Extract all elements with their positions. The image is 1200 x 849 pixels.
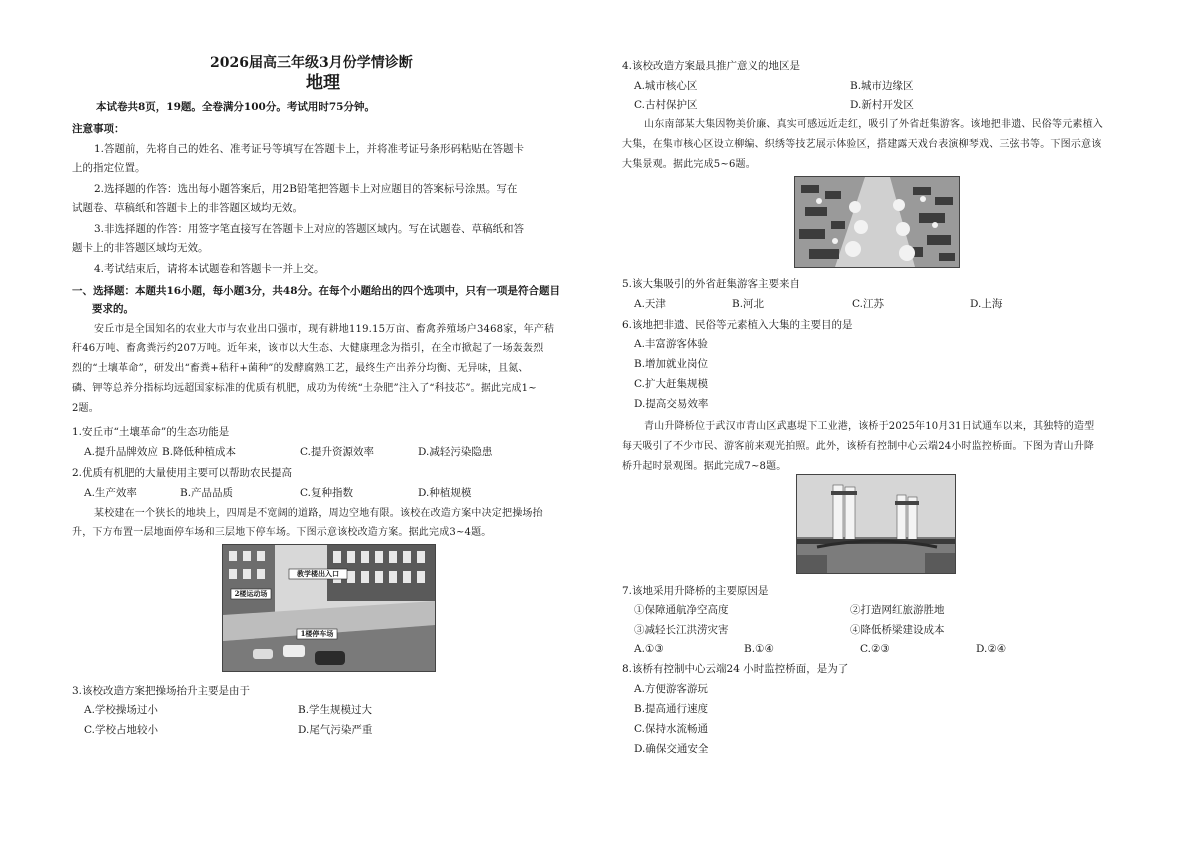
- q4-option-b: B.城市边缘区: [850, 80, 914, 92]
- note-4: 4.考试结束后，请将本试题卷和答题卡一并上交。: [94, 263, 325, 275]
- q7-item-3: ③减轻长江洪涝灾害: [634, 624, 729, 636]
- q8-option-d: D.确保交通安全: [634, 743, 709, 755]
- passage4-line2: 每天吸引了不少市民、游客前来观光拍照。此外，该桥有控制中心云端24小时监控桥面。下图为青山升降: [622, 441, 1095, 452]
- section1-line2: 要求的。: [92, 303, 134, 315]
- q6-option-d: D.提高交易效率: [634, 398, 709, 410]
- school-illustration: [223, 545, 435, 671]
- note-2b: 试题卷、草稿纸和答题卡上的非答题区域均无效。: [72, 202, 303, 214]
- q7-item-4: ④降低桥梁建设成本: [850, 624, 945, 636]
- lift-bridge-scene: [797, 475, 955, 573]
- q6-option-c: C.扩大赶集规模: [634, 378, 708, 390]
- q2-option-d: D.种植规模: [418, 487, 472, 499]
- q3-option-b: B.学生规模过大: [298, 704, 373, 716]
- q5-option-a: A.天津: [634, 298, 666, 310]
- q3-option-c: C.学校占地较小: [84, 724, 158, 736]
- passage4-line1: 青山升降桥位于武汉市青山区武惠堤下工业港，该桥于2025年10月31日试通车以来，其独特的造型: [644, 421, 1095, 432]
- q7-option-c: C.②③: [860, 643, 890, 655]
- passage1-line4: 磷、钾等总养分指标均远超国家标准的优质有机肥，成功为传统“土杂肥”注入了“科技芯”。据此完成1~: [72, 383, 537, 394]
- bridge-photo: [796, 474, 956, 574]
- q7-option-d: D.②④: [976, 643, 1007, 655]
- q1-option-a: A.提升品牌效应: [84, 446, 158, 458]
- q3-option-d: D.尾气污染严重: [298, 724, 373, 736]
- q2-stem: 2.优质有机肥的大量使用主要可以帮助农民提高: [72, 467, 293, 479]
- q4-option-d: D.新村开发区: [850, 99, 914, 111]
- q5-stem: 5.该大集吸引的外省赶集游客主要来自: [622, 278, 801, 290]
- q3-stem: 3.该校改造方案把操场抬升主要是由于: [72, 685, 251, 697]
- note-1a: 1.答题前，先将自己的姓名、准考证号等填写在答题卡上，并将准考证号条形码粘贴在答题卡: [94, 143, 525, 155]
- q1-option-b: B.降低种植成本: [162, 446, 237, 458]
- q3-option-a: A.学校操场过小: [84, 704, 158, 716]
- market-scene: [795, 177, 959, 267]
- label-teaching-building-entrance: 教学楼出入口: [297, 569, 339, 578]
- q2-option-a: A.生产效率: [84, 487, 137, 499]
- q2-option-c: C.复种指数: [300, 487, 353, 499]
- q6-option-b: B.增加就业岗位: [634, 358, 709, 370]
- section1-line1: 一、选择题：本题共16小题，每小题3分，共48分。在每个小题给出的四个选项中，只有一项是符合题目: [72, 285, 561, 297]
- passage3-line1: 山东南部某大集因物美价廉、真实可感远近走红，吸引了外省赶集游客。该地把非遗、民俗等元素植入: [644, 119, 1103, 130]
- passage3-line2: 大集，在集市核心区设立柳编、织绣等技艺展示体验区，搭建露天戏台表演柳琴戏、三弦书等。下图示意该: [622, 139, 1102, 150]
- q1-option-d: D.减轻污染隐患: [418, 446, 493, 458]
- q7-stem: 7.该地采用升降桥的主要原因是: [622, 585, 769, 597]
- note-1b: 上的指定位置。: [72, 162, 146, 174]
- passage1-line2: 秆46万吨、畜禽粪污约207万吨。近年来，该市以大生态、大健康理念为指引，在全市掀起了一场轰轰烈: [72, 343, 544, 354]
- passage1-line5: 2题。: [72, 403, 99, 414]
- q8-option-c: C.保持水流畅通: [634, 723, 708, 735]
- q4-option-c: C.古村保护区: [634, 99, 698, 111]
- q7-option-b: B.①④: [744, 643, 774, 655]
- q6-stem: 6.该地把非遗、民俗等元素植入大集的主要目的是: [622, 319, 853, 331]
- passage2-line1: 某校建在一个狭长的地块上，四周是不宽阔的道路，周边空地有限。该校在改造方案中决定把操场抬: [94, 508, 543, 519]
- q7-option-a: A.①③: [634, 643, 664, 655]
- exam-title: 2026届高三年级3月份学情诊断: [210, 55, 413, 71]
- note-3a: 3.非选择题的作答：用签字笔直接写在答题卡上对应的答题区域内。写在试题卷、草稿纸和答: [94, 223, 525, 235]
- note-2a: 2.选择题的作答：选出每小题答案后，用2B铅笔把答题卡上对应题目的答案标号涂黑。写在: [94, 183, 518, 195]
- q7-item-2: ②打造网红旅游胜地: [850, 604, 945, 616]
- q8-option-a: A.方便游客游玩: [634, 683, 708, 695]
- q5-option-d: D.上海: [970, 298, 1003, 310]
- subject-title: 地理: [306, 73, 340, 93]
- label-1f-parking: 1楼停车场: [300, 629, 334, 638]
- passage3-line3: 大集景观。据此完成5~6题。: [622, 159, 756, 170]
- q1-stem: 1.安丘市“土壤革命”的生态功能是: [72, 426, 230, 438]
- q6-option-a: A.丰富游客体验: [634, 338, 708, 350]
- q8-stem: 8.该桥有控制中心云端24 小时监控桥面，是为了: [622, 663, 849, 675]
- q4-stem: 4.该校改造方案最具推广意义的地区是: [622, 60, 801, 72]
- q8-option-b: B.提高通行速度: [634, 703, 709, 715]
- passage2-line2: 升，下方布置一层地面停车场和三层地下停车场。下图示意该校改造方案。据此完成3~4题。: [72, 527, 492, 538]
- q7-item-1: ①保障通航净空高度: [634, 604, 729, 616]
- q2-option-b: B.产品品质: [180, 487, 234, 499]
- q1-option-c: C.提升资源效率: [300, 446, 374, 458]
- passage4-line3: 桥升起时景观图。据此完成7~8题。: [622, 461, 787, 472]
- notes-heading: 注意事项：: [72, 123, 125, 135]
- exam-info: 本试卷共8页，19题。全卷满分100分。考试用时75分钟。: [96, 101, 375, 113]
- market-photo: [794, 176, 960, 268]
- passage1-line1: 安丘市是全国知名的农业大市与农业出口强市，现有耕地119.15万亩、畜禽养殖场户3468家，年产秸: [94, 324, 555, 335]
- school-plan-figure: [222, 544, 436, 672]
- q5-option-b: B.河北: [732, 298, 765, 310]
- q4-option-a: A.城市核心区: [634, 80, 698, 92]
- passage1-line3: 烈的“土壤革命”，研发出“畜粪+秸秆+菌种”的发酵腐熟工艺，最终生产出养分均衡、无异味，且氮、: [72, 363, 529, 374]
- note-3b: 题卡上的非答题区域均无效。: [72, 242, 209, 254]
- q5-option-c: C.江苏: [852, 298, 884, 310]
- label-2f-sports-field: 2楼运动场: [234, 589, 268, 598]
